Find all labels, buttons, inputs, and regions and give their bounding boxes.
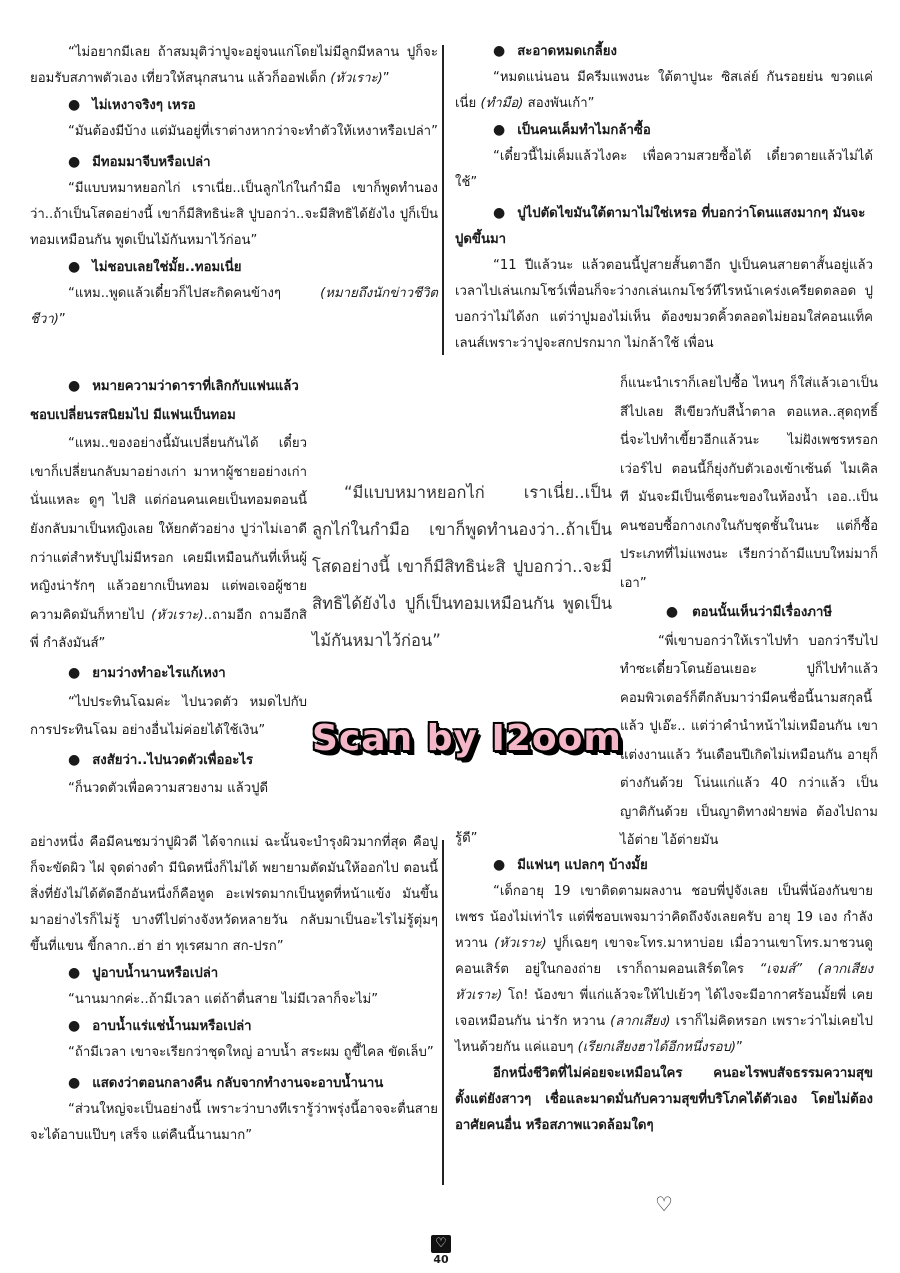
column-divider [442,45,444,355]
heart-logo-icon: ♡ [431,1235,451,1253]
answer-paragraph: “11 ปีแล้วนะ แล้วตอนนี้ปูสายสั้นตาอีก ปูเป็นคนสายตาสั้นอยู่แล้ว เวลาไปเล่นเกมโชว์เพื่อนก็จะว่างกเล่นเกมโชว์ทีไรหน้าเคร่งเครียดตลอด ปูบอกว่าไม่ได้งก แต่ว่าปูมองไม่เห็น ต้องขมวดคิ้วตลอดไม่ยอมใส่คอนแท็คเลนส์เพราะว่าปูจะสกปรกมาก ไม่กล้าใช้ เพื่อน [455,258,873,351]
page-number: 40 [433,1253,449,1266]
question-heading: ● ตอนนั้นเห็นว่ามีเรื่องภาษี [620,598,878,628]
answer-paragraph: “แหม..ของอย่างนี้มันเปลี่ยนกันได้ เดี๋ยวเขาก็เปลี่ยนกลับมาอย่างเก่า มาหาผู้ชายอย่างเก่านั่นแหละ ดูๆ ไปสิ แต่ก่อนคนเคยเป็นทอมตอนนี้ยังกลับมาเป็นหญิงเลย ให้ยกตัวอย่าง ปูว่าไม่เอาดีกว่าแต่สำหรับปูไม่มีหรอก เคยมีเหมือนกันที่เห็นผู้หญิงน่ารักๆ แล้วอยากเป็นทอม แต่พอเจอผู้ชายความคิดมันก็หายไป (หัวเราะ)..ถามอีก ถามอีกสิพี่ กำลังมันส์” [30,436,307,652]
answer-paragraph: ก็แนะนำเราก็เลยไปซื้อ ไหนๆ ก็ใส่แล้วเอาเป็นสีไปเลย สีเขียวกับสีน้ำตาล ตอแหล..สุดฤทธิ์ นี่จะไปทำเขี้ยวอีกแล้วนะ ไม่ฝังเพชรหรอก เว่อร์ไป ตอนนี้ก็ยุ่งกับตัวเองเข้าเซ้นต์ ไมเคิล ที มันจะมีเป็นเซ็ตนะของในห้องน้ำ เออ..เป็นคนชอบซื้อกางเกงในกับชุดชั้นในนะ แต่ก็ซื้อประเภทที่ไม่แพงนะ เรียกว่าถ้ามีแบบใหม่มาก็เอา” [620,376,878,591]
column-divider [442,840,444,1185]
right-column-bottom [455,826,873,1139]
scan-watermark: Scan by I2oom [312,718,622,759]
pull-quote [312,474,612,659]
answer-paragraph: “แหม..พูดแล้วเดี๋ยวก็ไปสะกิดคนข้างๆ (หมายถึงนักข่าวชีวิตชีวา)” [30,286,438,327]
answer-paragraph: “ก็นวดตัวเพื่อความสวยงาม แล้วปูดี [68,781,269,797]
closing-paragraph: อีกหนึ่งชีวิตที่ไม่ค่อยจะเหมือนใคร คนอะไรพบสัจธรรมความสุขตั้งแต่ยังสาวๆ เชื่อและมาดมั่นกับความสุขที่บริโภคได้ตัวเอง โดยไม่ต้องอาศัยคนอื่น หรือสภาพแวดล้อมใดๆ [455,1066,873,1133]
right-column-top [455,38,873,357]
answer-paragraph: “ส่วนใหญ่จะเป็นอย่างนี้ เพราะว่าบางทีเรารู้ว่าพรุ่งนี้อาจจะตื่นสาย จะได้อาบแป๊บๆ เสร็จ แต่คืนนี้นานมาก” [30,1102,438,1143]
right-column-narrow [620,370,878,856]
left-column-narrow [30,372,307,804]
answer-paragraph: “นานมากค่ะ..ถ้ามีเวลา แต่ถ้าตื่นสาย ไม่มีเวลาก็จะไม่” [68,992,379,1007]
question-heading: ● เป็นคนเค็มทำไมกล้าซื้อ [455,117,873,144]
pull-quote-text: “มีแบบหมาหยอกไก่ เราเนี่ย..เป็นลูกไก่ในกำมือ เขาก็พูดทำนองว่า..ถ้าเป็นโสดอย่างนี้ เขาก็มีสิทธิน่ะสิ ปูบอกว่า..จะมีสิทธิได้ยังไง ปูก็เป็นทอมเหมือนกัน พูดเป็นไม้กันหมาไว้ก่อน” [312,483,612,650]
answer-paragraph: อย่างหนึ่ง คือมีคนชมว่าปูผิวดี ได้จากแม่ ฉะนั้นจะบำรุงผิวมากที่สุด คือปูก็จะขัดผิว ไฝ จุดด่างดำ มีนิดหนึ่งก็ไม่ได้ พยายามตัดมันให้ออกไป ตอนนี้สิ่งที่ยังไม่ได้ตัดอีกอันหนึ่งก็คือหูด อะเฟรดมากเป็นหูดที่หน้าแข้ง มันขึ้นมาอย่างไรก็ไม่รู้ บางทีไปต่างจังหวัดหลายวัน กลับมาเป็นอะไรไม่รู้ตุ่มๆ ขึ้นที่แขน ขี้กลาก..ฮ่า ฮ่า ทุเรศมาก สก-ปรก” [30,835,438,954]
question-heading: ● ไม่ชอบเลยใช่มั้ย..ทอมเนี่ย [30,254,438,281]
answer-paragraph: รู้ดี” [455,831,478,846]
question-heading: ● สงสัยว่า..ไปนวดตัวเพื่ออะไร [30,746,307,776]
answer-paragraph: “เด็กอายุ 19 เขาติดตามผลงาน ชอบพี่ปูจังเลย เป็นพี่น้องกันขายเพชร น้องไม่เท่าไร แต่พี่ชอบเพจมาว่าคิดถึงจังเลยครับ อายุ 19 เอง กำลังหวาน (หัวเราะ) ปูก็เฉยๆ เขาจะโทร.มาหาบ่อย เมื่อวานเขาโทร.มาชวนดูคอนเสิร์ต อยู่ในกองถ่าย เราก็ถามคอนเสิร์ตใคร “เจมส์” (ลากเสียงหัวเราะ) โถ! น้องขา พี่แก่แล้วจะให้ไปเย้วๆ ได้ไงจะมีอากาศร้อนมั้ยพี่ เคยเจอเหมือนกัน น่ารัก หวาน (ลากเสียง) เราก็ไม่คิดหรอก เพราะว่าไม่เคยไปไหนด้วยกัน แค่แอบๆ (เรียกเสียงฮาได้อีกหนึ่งรอบ)” [455,884,874,1055]
question-heading: ● ปูไปตัดไขมันใต้ตามาไม่ใช่เหรอ ที่บอกว่าโดนแสงมากๆ มันจะปูดขึ้นมา [455,200,873,253]
question-heading: ● มีทอมมาจีบหรือเปล่า [30,149,438,176]
answer-paragraph: “ไปประทินโฉมค่ะ ไปนวดตัว หมดไปกับการประทินโฉม อย่างอื่นไม่ค่อยได้ใช้เงิน” [30,694,307,739]
answer-paragraph: “ถ้ามีเวลา เขาจะเรียกว่าชุดใหญ่ อาบน้ำ สระผม ถูขี้ไคล ขัดเล็บ” [68,1045,434,1060]
heart-icon: ♡ [655,1192,673,1216]
page-footer [428,1235,454,1267]
answer-paragraph: “เดี๋ยวนี้ไม่เค็มแล้วไงคะ เพื่อความสวยซื้อได้ เดี๋ยวตายแล้วไม่ได้ใช้” [455,149,873,190]
question-heading: ● ปูอาบน้ำนานหรือเปล่า [30,960,438,987]
answer-paragraph: “มีแบบหมาหยอกไก่ เราเนี่ย..เป็นลูกไก่ในกำมือ เขาก็พูดทำนองว่า..ถ้าเป็นโสดอย่างนี้ เขาก็มีสิทธิน่ะสิ ปูบอกว่า..จะมีสิทธิได้ยังไง ปูก็เป็นทอมเหมือนกัน พูดเป็นไม้กันหมาไว้ก่อน” [30,181,438,248]
question-heading: ● สะอาดหมดเกลี้ยง [455,38,873,65]
question-heading: ● มีแฟนๆ แปลกๆ บ้างมั้ย [455,852,873,879]
answer-paragraph: “พี่เขาบอกว่าให้เราไปทำ บอกว่ารีบไปทำซะเดี๋ยวโดนย้อนเยอะ ปูก็ไปทำแล้วคอมพิวเตอร์ก็ตีกลับมาว่ามีคนชื่อนี้นามสกุลนี้แล้ว ปูเอ๊ะ.. แต่ว่าคำนำหน้าไม่เหมือนกัน เขาแต่งงานแล้ว วันเดือนปีเกิดไม่เหมือนกัน อายุก็ต่างกันด้วย โน่นแก่แล้ว 40 กว่าแล้ว เป็นญาติกันด้วย เป็นญาติทางฝ่ายพ่อ ต้องไปถามไอ้ต่าย ไอ้ต่ายมัน [620,633,878,848]
question-heading: ● ไม่เหงาจริงๆ เหรอ [30,92,438,119]
answer-paragraph: “มันต้องมีบ้าง แต่มันอยู่ที่เราต่างหากว่าจะทำตัวให้เหงาหรือเปล่า” [68,124,438,139]
answer-paragraph: “ไม่อยากมีเลย ถ้าสมมุติว่าปูจะอยู่จนแก่โดยไม่มีลูกมีหลาน ปูก็จะยอมรับสภาพตัวเอง เที่ยวให้สนุกสนาน แล้วก็ออฟเด็ก (หัวเราะ)” [30,45,438,86]
left-column-bottom [30,830,438,1149]
question-heading: ● อาบน้ำแร่แช่น้ำนมหรือเปล่า [30,1013,438,1040]
question-heading: ● หมายความว่าดาราที่เลิกกับแฟนแล้วชอบเปลี่ยนรสนิยมไป มีแฟนเป็นทอม [30,372,307,430]
answer-paragraph: “หมดแน่นอน มีครีมแพงนะ ใต้ตาปูนะ ซิสเล่ย์ กันรอยย่น ขวดแค่เนี่ย (ทำมือ) สองพันเก้า” [455,70,873,111]
question-heading: ● ยามว่างทำอะไรแก้เหงา [30,659,307,689]
left-column-top [30,40,438,333]
question-heading: ● แสดงว่าตอนกลางคืน กลับจากทำงานจะอาบน้ำนาน [30,1070,438,1097]
